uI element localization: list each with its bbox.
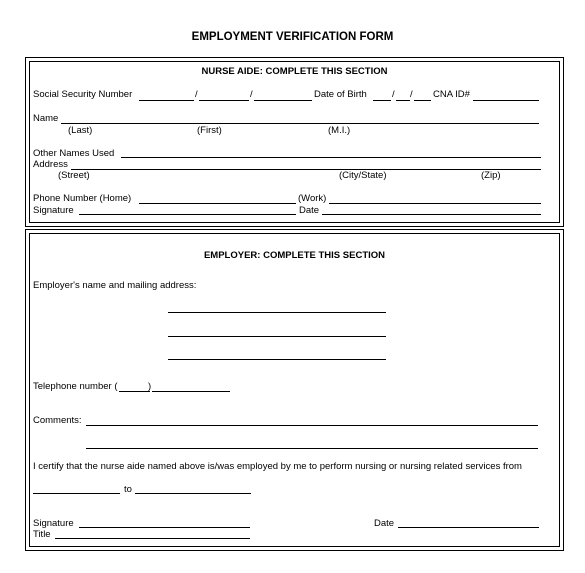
comments-line-1[interactable]: [86, 425, 538, 426]
address-label: Address: [33, 159, 68, 170]
nurse-signature-field[interactable]: [79, 214, 296, 215]
other-names-label: Other Names Used: [33, 148, 115, 159]
ssn-slash-1: /: [195, 89, 198, 100]
street-label: (Street): [58, 170, 90, 181]
cna-id-label: CNA ID#: [433, 89, 470, 100]
employer-signature-label: Signature: [33, 518, 74, 529]
employer-address-line-1[interactable]: [168, 312, 386, 313]
nurse-aide-heading: NURSE AIDE: COMPLETE THIS SECTION: [201, 66, 388, 77]
middle-initial-label: (M.I.): [328, 125, 351, 136]
dob-month-field[interactable]: [373, 100, 391, 101]
employer-address-line-3[interactable]: [168, 359, 386, 360]
cna-id-field[interactable]: [473, 100, 539, 101]
ssn-part3-field[interactable]: [254, 100, 312, 101]
dob-slash-1: /: [392, 89, 395, 100]
telephone-label: Telephone number (: [33, 381, 118, 392]
ssn-label: Social Security Number: [33, 89, 133, 100]
dob-slash-2: /: [410, 89, 413, 100]
dob-day-field[interactable]: [396, 100, 410, 101]
employer-signature-field[interactable]: [79, 527, 250, 528]
ssn-slash-2: /: [250, 89, 253, 100]
dob-year-field[interactable]: [414, 100, 431, 101]
phone-work-field[interactable]: [329, 203, 541, 204]
employer-date-label: Date: [374, 518, 395, 529]
phone-home-label: Phone Number (Home): [33, 193, 132, 204]
nurse-signature-label: Signature: [33, 205, 74, 216]
name-field[interactable]: [61, 123, 539, 124]
ssn-part1-field[interactable]: [139, 100, 194, 101]
nurse-date-field[interactable]: [322, 214, 541, 215]
address-field[interactable]: [71, 169, 541, 170]
phone-home-field[interactable]: [139, 203, 296, 204]
first-name-label: (First): [197, 125, 222, 136]
employer-date-field[interactable]: [398, 527, 539, 528]
to-label: to: [124, 484, 132, 495]
comments-line-2[interactable]: [86, 448, 538, 449]
telephone-number-field[interactable]: [152, 391, 230, 392]
dob-label: Date of Birth: [314, 89, 367, 100]
employer-name-label: Employer's name and mailing address:: [33, 280, 197, 291]
name-label: Name: [33, 113, 59, 124]
employer-address-line-2[interactable]: [168, 336, 386, 337]
employment-from-date-field[interactable]: [33, 493, 120, 494]
nurse-date-label: Date: [299, 205, 320, 216]
employment-to-date-field[interactable]: [135, 493, 251, 494]
employer-title-field[interactable]: [55, 538, 250, 539]
ssn-part2-field[interactable]: [199, 100, 249, 101]
phone-work-label: (Work): [298, 193, 327, 204]
form-title: EMPLOYMENT VERIFICATION FORM: [191, 31, 394, 43]
zip-label: (Zip): [481, 170, 501, 181]
last-name-label: (Last): [68, 125, 93, 136]
certification-text: I certify that the nurse aide named above is/was employed by me to perform nursing or nursing related services from: [33, 461, 522, 472]
other-names-field[interactable]: [121, 157, 541, 158]
telephone-area-code-field[interactable]: [119, 391, 150, 392]
employer-title-label: Title: [33, 529, 51, 540]
employer-heading: EMPLOYER: COMPLETE THIS SECTION: [203, 250, 386, 261]
comments-label: Comments:: [33, 415, 82, 426]
telephone-close-paren: ): [148, 381, 152, 392]
city-state-label: (City/State): [339, 170, 387, 181]
